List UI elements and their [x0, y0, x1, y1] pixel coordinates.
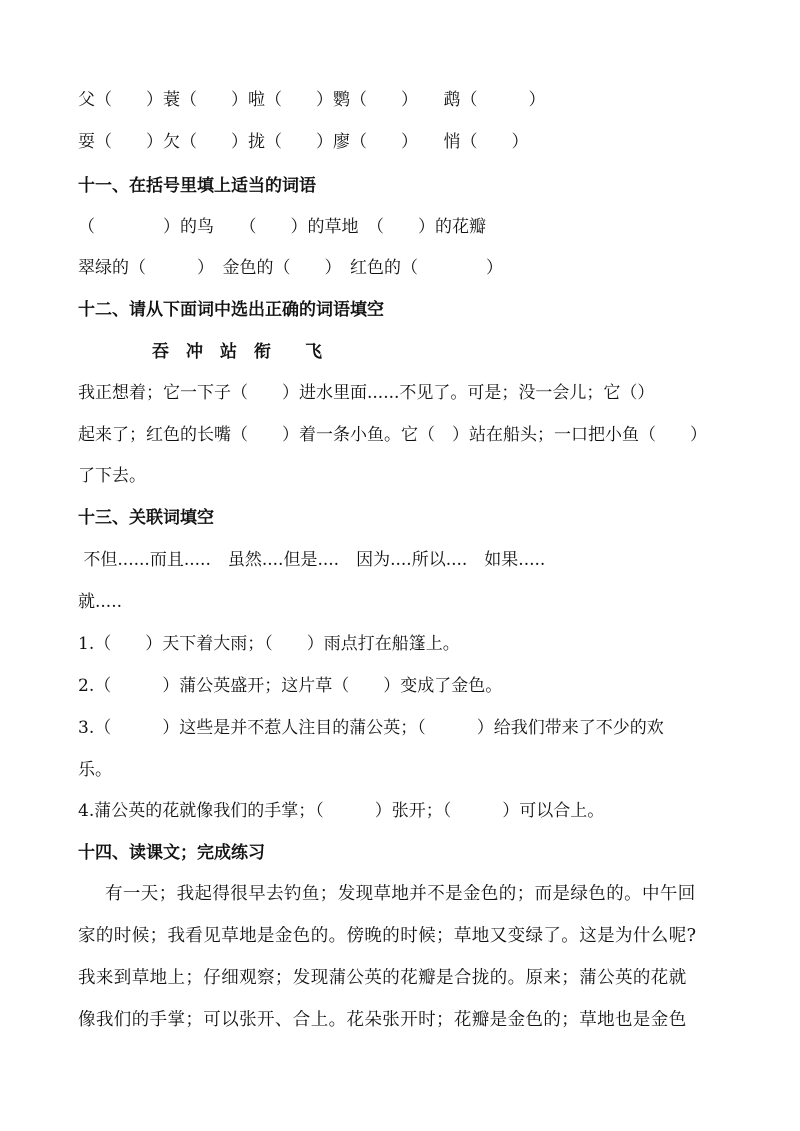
section-13-item-1: 1.（ ）天下着大雨；（ ）雨点打在船篷上。 — [78, 634, 460, 654]
word-bank: 吞 冲 站 衔 飞 — [152, 342, 322, 362]
section-13-item-3-cont: 乐。 — [78, 760, 112, 780]
section-11-line-1: （ ）的鸟 （ ）的草地 （ ）的花瓣 — [78, 217, 486, 237]
section-12-line-3: 了下去。 — [78, 466, 146, 486]
passage-line-3: 我来到草地上；仔细观察；发现蒲公英的花瓣是合拢的。原来；蒲公英的花就 — [78, 968, 687, 988]
passage-line-4: 像我们的手掌；可以张开、合上。花朵张开时；花瓣是金色的；草地也是金色 — [78, 1010, 687, 1030]
section-14-heading: 十四、读课文；完成练习 — [78, 843, 265, 863]
pinyin-row-2: 耍（ ）欠（ ）拢（ ）廖（ ） 悄（ ） — [78, 132, 529, 152]
pinyin-row-1: 父（ ）蓑（ ）啦（ ）鹦（ ） 鹉（ ） — [78, 90, 546, 110]
passage-line-1: 有一天；我起得很早去钓鱼；发现草地并不是金色的；而是绿色的。中午回 — [105, 884, 696, 904]
section-11-line-2: 翠绿的（ ） 金色的（ ） 红色的（ ） — [78, 258, 503, 278]
section-13-item-2: 2.（ ）蒲公英盛开；这片草（ ）变成了金色。 — [78, 676, 503, 696]
section-12-line-1: 我正想着；它一下子（ ）进水里面......不见了。可是；没一会儿；它（） — [78, 383, 655, 403]
section-12-line-2: 起来了；红色的长嘴（ ）着一条小鱼。它（ ）站在船头；一口把小鱼（ ） — [78, 425, 707, 445]
conjunction-options-line-2: 就..... — [78, 592, 123, 612]
passage-line-2: 家的时候；我看见草地是金色的。傍晚的时候；草地又变绿了。这是为什么呢? — [78, 926, 697, 946]
section-13-item-4: 4.蒲公英的花就像我们的手掌；（ ）张开；（ ）可以合上。 — [78, 801, 605, 821]
section-12-heading: 十二、请从下面词中选出正确的词语填空 — [78, 300, 384, 320]
section-11-heading: 十一、在括号里填上适当的词语 — [78, 176, 316, 196]
conjunction-options-line-1: 不但......而且..... 虽然....但是.... 因为....所以.... 如果..... — [78, 550, 546, 570]
section-13-item-3: 3.（ ）这些是并不惹人注目的蒲公英；（ ）给我们带来了不少的欢 — [78, 718, 664, 738]
section-13-heading: 十三、关联词填空 — [78, 508, 214, 528]
